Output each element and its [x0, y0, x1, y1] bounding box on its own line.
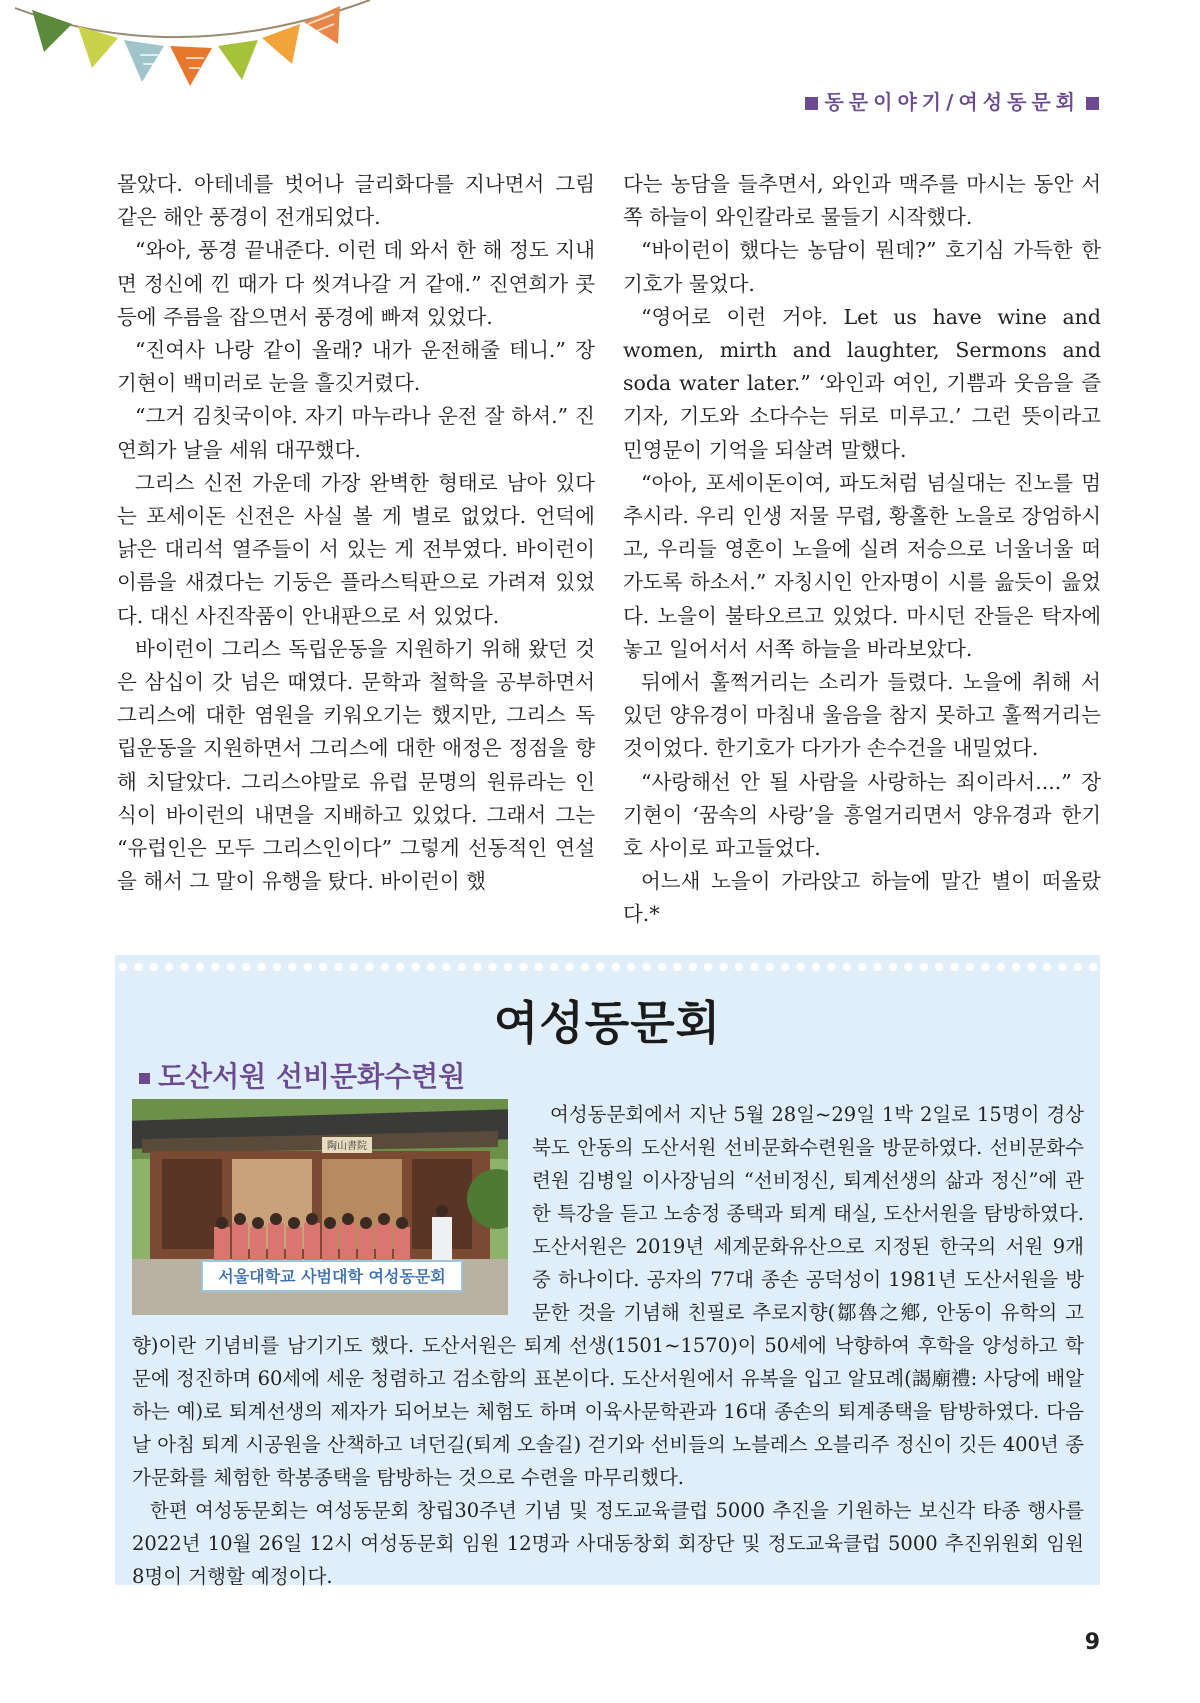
paragraph: 다는 농담을 들추면서, 와인과 맥주를 마시는 동안 서쪽 하늘이 와인칼라로 물들기 시작했다. — [623, 172, 1101, 230]
photo-banner: 서울대학교 사범대학 여성동문회 — [218, 1267, 446, 1286]
article-subtitle — [139, 1055, 465, 1095]
paragraph: “그거 김칫국이야. 자기 마누라나 운전 잘 하셔.” 진연희가 날을 세워 대꾸했다. — [117, 404, 595, 462]
square-bullet-icon — [139, 1073, 150, 1084]
article-box — [115, 955, 1100, 1588]
paragraph: “사랑해선 안 될 사람을 사랑하는 죄이라서....” 장기현이 ‘꿈속의 사랑’을 흥얼거리면서 양유경과 한기호 사이로 파고들었다. — [623, 769, 1101, 861]
paragraph: 어느새 노을이 가라앉고 하늘에 말간 별이 떠올랐다.* — [623, 869, 1101, 927]
photo-sign: 陶山書院 — [327, 1141, 367, 1152]
paragraph: 한편 여성동문회는 여성동문회 창립30주년 기념 및 정도교육클럽 5000 추진을 기원하는 보신각 타종 행사를 2022년 10월 26일 12시 여성동문회 임원 12명과 사대동창회 회장단 및 정도교육클럽 5000 추진위원회 임원 8명이 거행할 예정이다. — [132, 1499, 1084, 1588]
paragraph: “바이런이 했다는 농담이 뭔데?” 호기심 가득한 한기호가 물었다. — [623, 238, 1101, 296]
paragraph: 여성동문회에서 지난 5월 28일~29일 1박 2일로 15명이 경상북도 안동의 도산서원 선비문화수련원을 방문하였다. 선비문화수련원 김병일 이사장님의 “선비정신, 퇴계선생의 삶과 정신”에 관한 특강을 듣고 노송정 종택과 퇴계 태실, 도산서원을 탐방하였다. 도산서원은 2019년 세계문화유산으로 지정된 한국의 서원 9개 중 하나이다. 공자의 77대 종손 공덕성이 1981년 도산서원을 방문한 것을 기념해 친필로 추로지향(鄒魯之鄕, 안동이 유학의 고향)이란 기념비를 남기기도 했다. 도산서원은 퇴계 선생(1501~1570)이 50세에 낙향하여 후학을 양성하고 학문에 정진하며 60세에 세운 청렴하고 검소함의 표본이다. 도산서원에서 유복을 입고 알묘례(謁廟禮: 사당에 배알하는 예)로 퇴계선생의 제자가 되어보는 체험도 하며 이육사문학관과 16대 종손의 퇴계종택을 탐방하였다. 다음날 아침 퇴계 시공원을 산책하고 녀던길(퇴계 오솔길) 걷기와 선비들의 노블레스 오블리주 정신이 깃든 400년 종가문화를 체험한 학봉종택을 탐방하는 것으로 수련을 마무리했다. — [132, 1103, 1084, 1489]
paragraph: “영어로 이런 거야. Let us have wine and women, mirth and laughter, Sermons and soda water later.” ‘와인과 여인, 기쁨과 웃음을 즐기자, 기도와 소다수는 뒤로 미루고.’ 그런 뜻이라고 민영문이 기억을 되살려 말했다. — [623, 304, 1101, 462]
paragraph: 몰았다. 아테네를 벗어나 글리화다를 지나면서 그림 같은 해안 풍경이 전개되었다. — [117, 172, 595, 230]
story-column-right — [623, 168, 1101, 932]
paragraph: 뒤에서 훌쩍거리는 소리가 들렸다. 노을에 취해 서 있던 양유경이 마침내 울음을 참지 못하고 훌쩍거리는 것이었다. 한기호가 다가가 손수건을 내밀었다. — [623, 670, 1101, 761]
section-label: 동문이야기/여성동문회 — [824, 90, 1080, 114]
section-tag — [799, 86, 1105, 115]
paragraph: “아아, 포세이돈이여, 파도처럼 넘실대는 진노를 멈추시라. 우리 인생 저물 무렵, 황홀한 노을로 장엄하시고, 우리들 영혼이 노을에 실려 저승으로 너울너울 떠가도록 하소서.” 자칭시인 안자명이 시를 읊듯이 읊었다. 노을이 불타오르고 있었다. 마시던 잔들은 탁자에 놓고 일어서서 서쪽 하늘을 바라보았다. — [623, 470, 1101, 661]
group-photo — [132, 1099, 508, 1315]
paragraph: “와아, 풍경 끝내준다. 이런 데 와서 한 해 정도 지내면 정신에 낀 때가 다 씻겨나갈 거 같애.” 진연희가 콧등에 주름을 잡으면서 풍경에 빠져 있었다. — [117, 238, 595, 329]
square-bullet-icon — [805, 97, 818, 110]
article-title: 여성동문회 — [493, 996, 722, 1050]
page-number: 9 — [1084, 1630, 1100, 1655]
dotted-border — [115, 959, 1100, 975]
bunting-decoration — [0, 0, 380, 110]
story-column-left — [117, 168, 595, 898]
square-bullet-icon — [1086, 97, 1099, 110]
paragraph: 그리스 신전 가운데 가장 완벽한 형태로 남아 있다는 포세이돈 신전은 사실 볼 게 별로 없었다. 언덕에 낡은 대리석 열주들이 서 있는 게 전부였다. 바이런이 이름을 새겼다는 기둥은 플라스틱판으로 가려져 있었다. 대신 사진작품이 안내판으로 서 있었다. — [117, 470, 595, 628]
paragraph: “진여사 나랑 같이 올래? 내가 운전해줄 테니.” 장기현이 백미러로 눈을 흘깃거렸다. — [117, 338, 595, 396]
article-subtitle-text: 도산서원 선비문화수련원 — [158, 1060, 466, 1093]
paragraph: 바이런이 그리스 독립운동을 지원하기 위해 왔던 것은 삼십이 갓 넘은 때였다. 문학과 철학을 공부하면서 그리스에 대한 염원을 키워오기는 했지만, 그리스 독립운동을 지원하면서 그리스에 대한 애정은 정점을 향해 치달았다. 그리스야말로 유럽 문명의 원류라는 인식이 바이런의 내면을 지배하고 있었다. 그래서 그는 “유럽인은 모두 그리스인이다” 그렇게 선동적인 연설을 해서 그 말이 유행을 탔다. 바이런이 했 — [117, 636, 595, 894]
